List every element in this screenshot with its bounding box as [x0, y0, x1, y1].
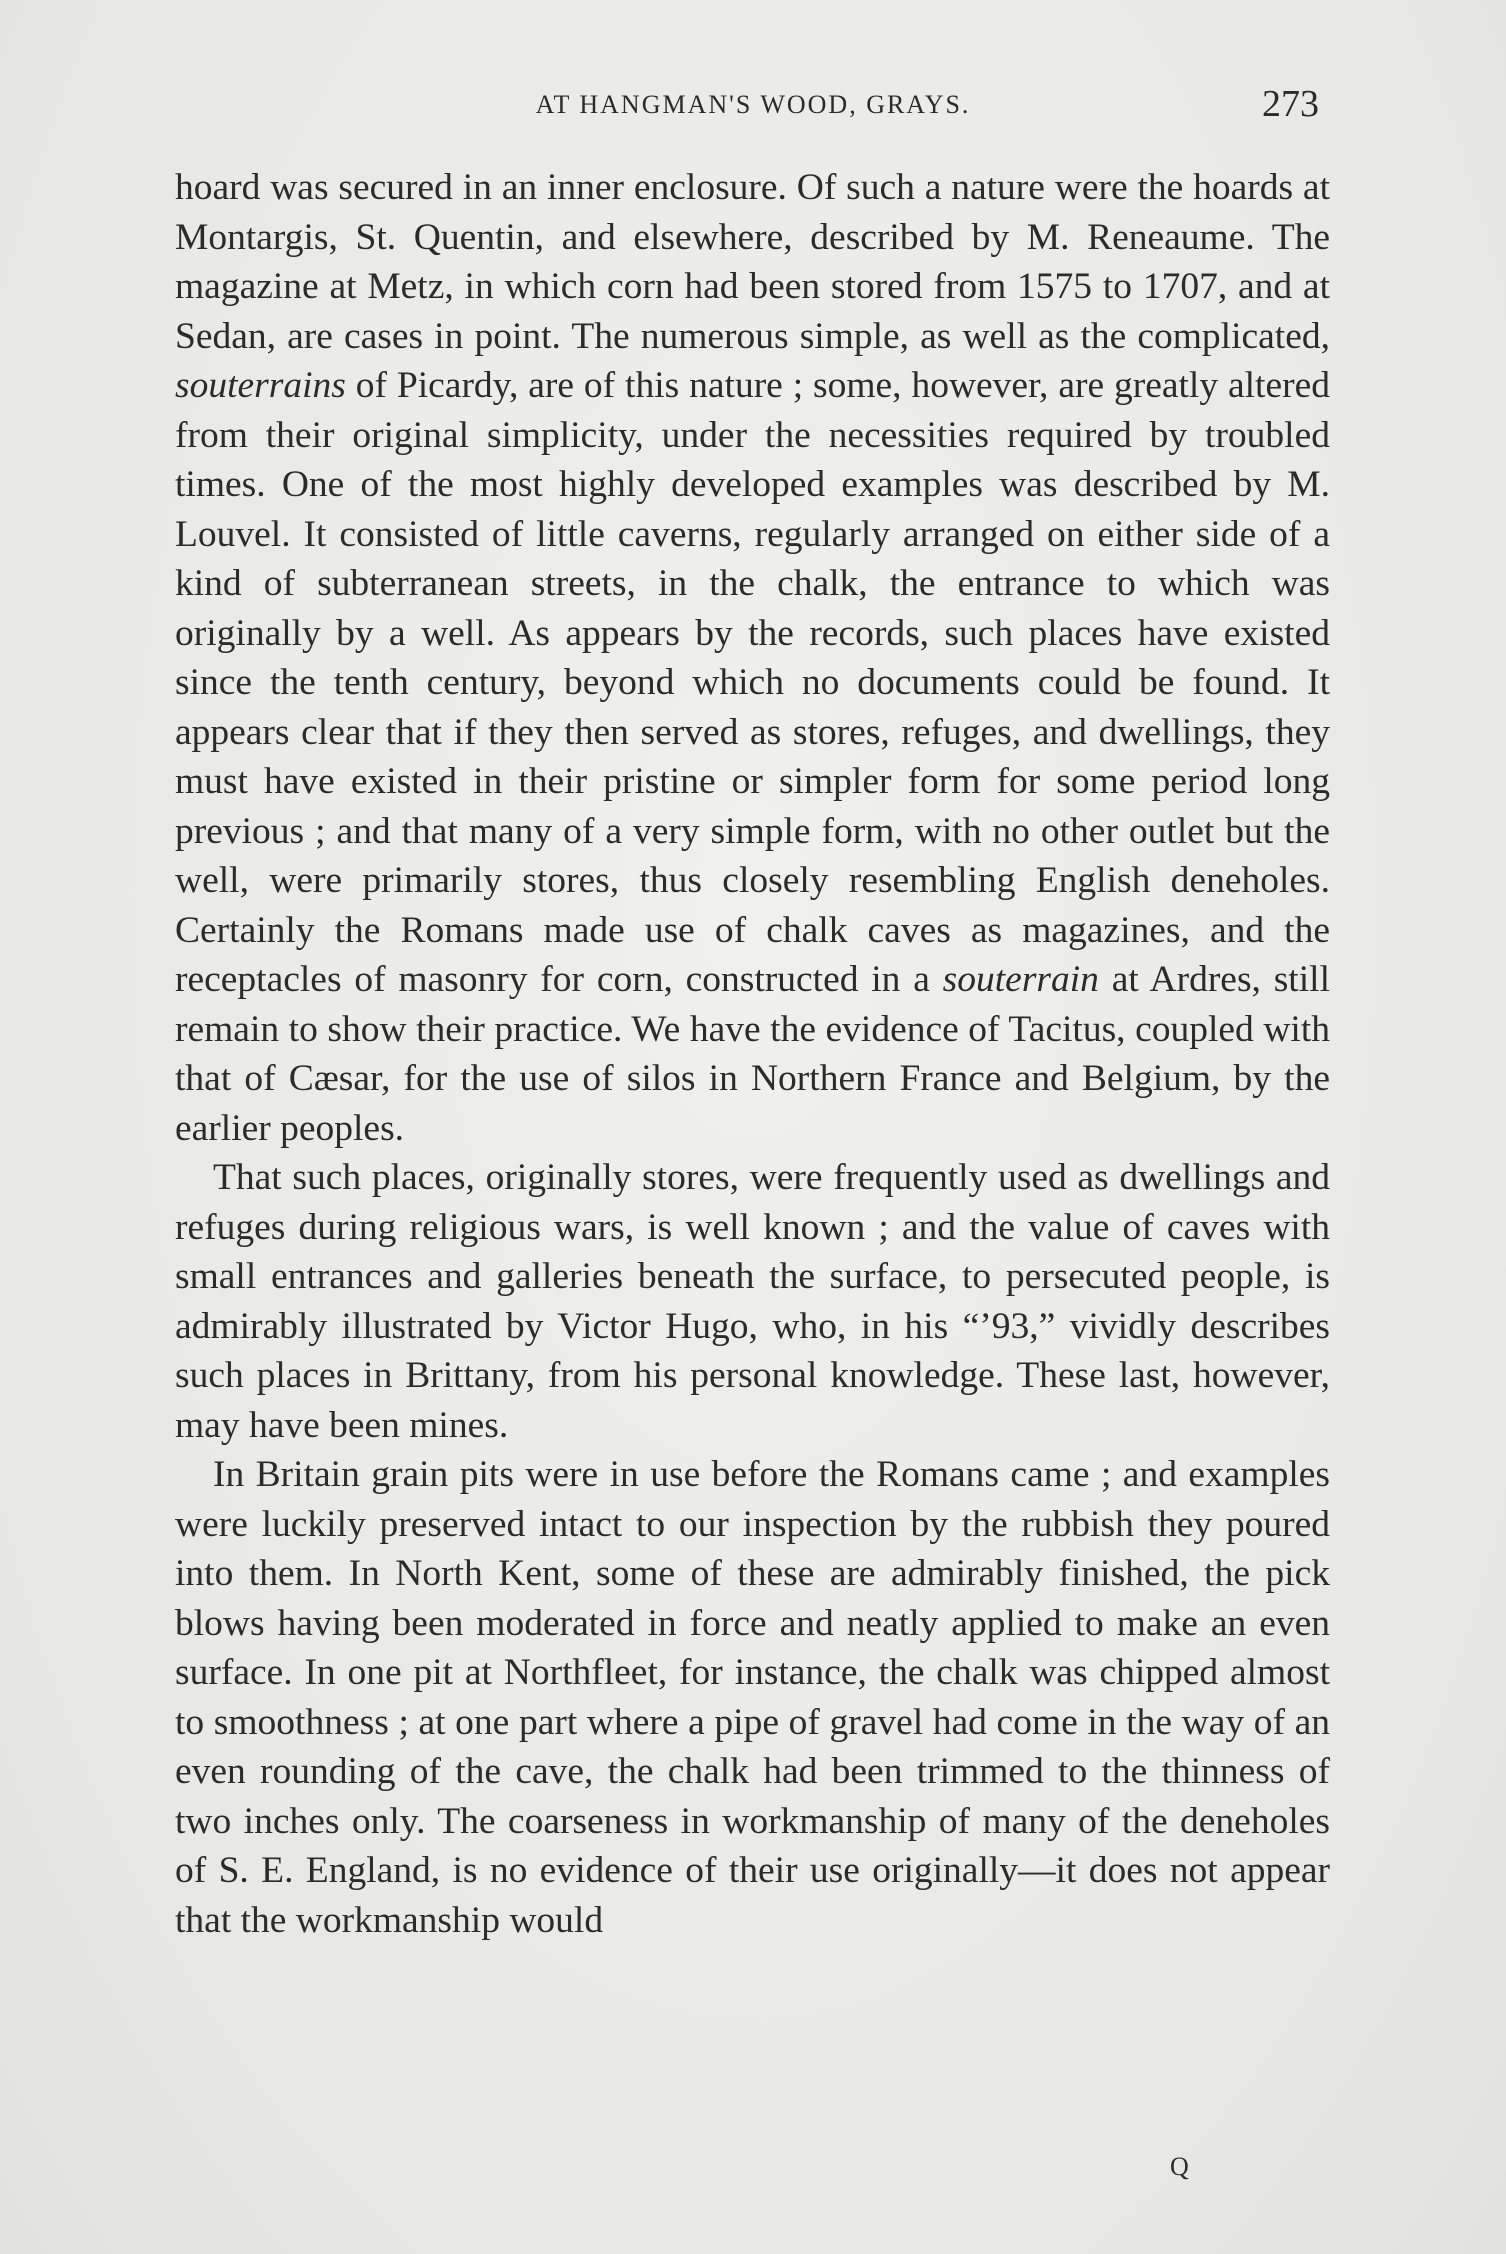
paragraph-2	[175, 1153, 1330, 1450]
page-header	[175, 82, 1331, 132]
body-text	[175, 163, 1330, 1945]
text-run: In Britain grain pits were in use before the Romans came ; and examples were luckily preserved intact to our inspection by the rubbish they poured into them. In North Kent, some of these are admirably finished, the pick blows having been moderated in force and neatly applied to make an even surface. In one pit at Northfleet, for instance, the chalk was chipped almost to smoothness ; at one part where a pipe of gravel had come in the way of an even rounding of the cave, the chalk had been trimmed to the thinness of two inches only. The coarseness in workmanship of many of the deneholes of S. E. England, is no evidence of their use originally—it does not appear that the workmanship would	[175, 1454, 1330, 1941]
italic-term: souterrains	[175, 365, 346, 406]
text-run: That such places, originally stores, were frequently used as dwellings and refuges during religious wars, is well known ; and the value of caves with small entrances and galleries beneath the surface, to persecuted people, is admirably illustrated by Victor Hugo, who, in his “’93,” vividly describes such places in Brittany, from his personal knowledge. These last, however, may have been mines.	[175, 1157, 1330, 1446]
paragraph-1	[175, 163, 1330, 1153]
text-run: hoard was secured in an inner enclosure. Of such a nature were the hoards at Montargis, St. Quentin, and elsewhere, described by M. Reneaume. The magazine at Metz, in which corn had been stored from 1575 to 1707, and at Sedan, are cases in point. The numerous simple, as well as the complicated,	[175, 167, 1330, 357]
paragraph-3	[175, 1450, 1330, 1945]
text-run: of Picardy, are of this nature ; some, however, are greatly altered from their original simplicity, under the necessities required by troubled times. One of the most highly developed examples was described by M. Louvel. It consisted of little caverns, regularly arranged on either side of a kind of subterranean streets, in the chalk, the entrance to which was originally by a well. As appears by the records, such places have existed since the tenth century, beyond which no documents could be found. It appears clear that if they then served as stores, refuges, and dwellings, they must have existed in their pristine or simpler form for some period long previous ; and that many of a very simple form, with no other outlet but the well, were primarily stores, thus closely resembling English deneholes. Certainly the Romans made use of chalk caves as magazines, and the receptacles of masonry for corn, constructed in a	[175, 365, 1330, 1000]
italic-term: souterrain	[942, 959, 1099, 1000]
page-number: 273	[1262, 83, 1319, 125]
text-run: at Ardres, still remain to show their practice. We have the evidence of Tacitus, coupled with that of Cæsar, for the use of silos in Northern France and Belgium, by the earlier peoples.	[175, 959, 1330, 1149]
signature-mark: Q	[1170, 2152, 1189, 2181]
running-head: AT HANGMAN'S WOOD, GRAYS.	[535, 90, 971, 119]
